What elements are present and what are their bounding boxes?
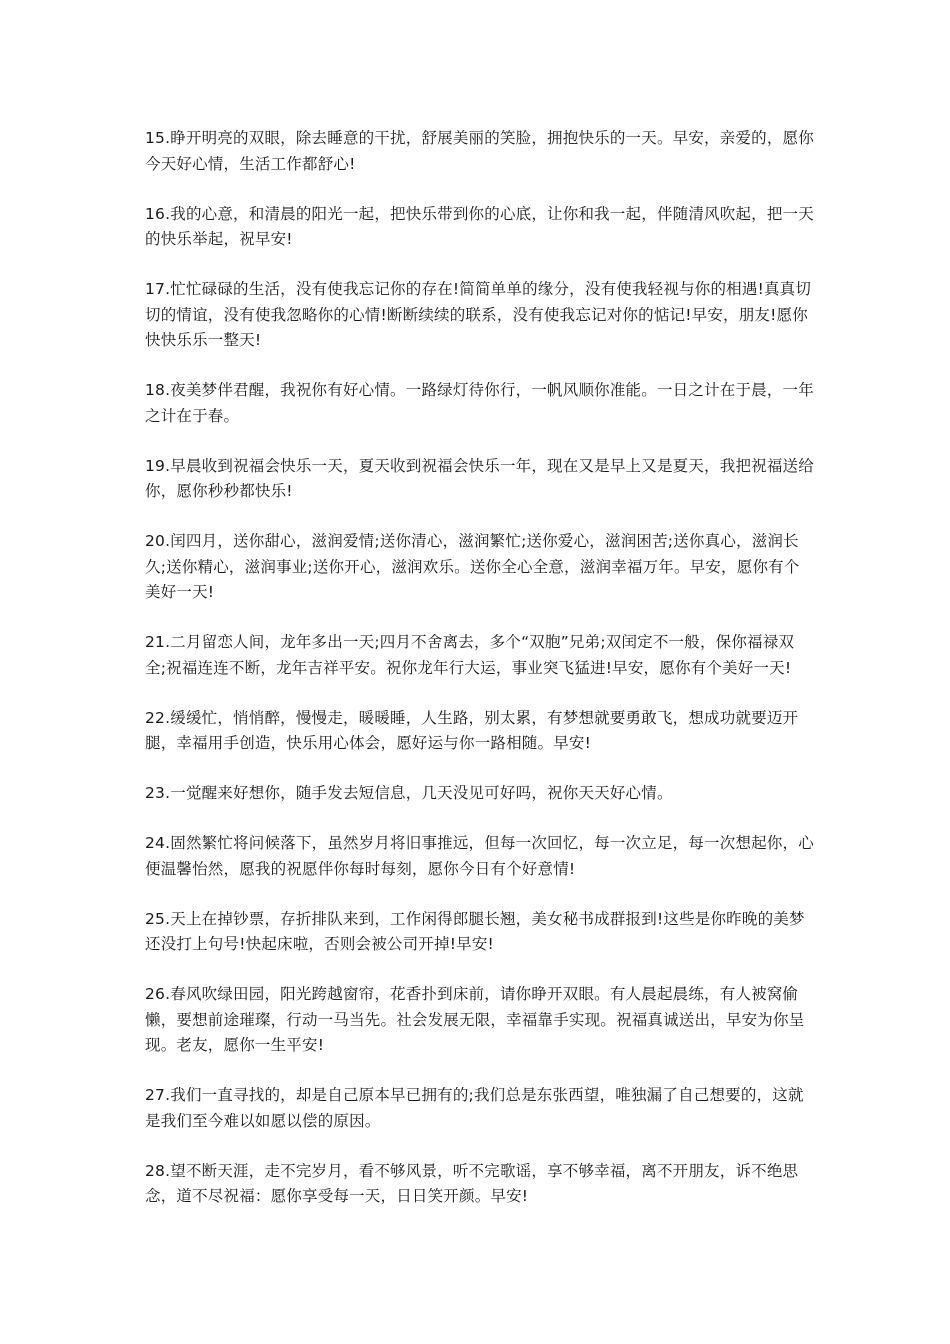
- greeting-entry-16: 16.我的心意，和清晨的阳光一起，把快乐带到你的心底，让你和我一起，伴随清风吹起，把一天的快乐举起，祝早安!: [145, 204, 814, 248]
- greeting-list: [145, 126, 815, 1234]
- greeting-entry-26: 26.春风吹绿田园，阳光跨越窗帘，花香扑到床前，请你睁开双眼。有人晨起晨练，有人被窝偷懒，要想前途璀璨，行动一马当先。社会发展无限，幸福靠手实现。祝福真诚送出，早安为你呈现。老友，愿你一生平安!: [145, 985, 805, 1054]
- greeting-entry-19: 19.早晨收到祝福会快乐一天，夏天收到祝福会快乐一年，现在又是早上又是夏天，我把祝福送给你，愿你秒秒都快乐!: [145, 456, 814, 500]
- greeting-entry-28: 28.望不断天涯，走不完岁月，看不够风景，听不完歌谣，享不够幸福，离不开朋友，诉不绝思念，道不尽祝福：愿你享受每一天，日日笑开颜。早安!: [145, 1161, 799, 1205]
- greeting-entry-15: 15.睁开明亮的双眼，除去睡意的干扰，舒展美丽的笑脸，拥抱快乐的一天。早安，亲爱的，愿你今天好心情，生活工作都舒心!: [145, 129, 814, 173]
- greeting-entry-25: 25.天上在掉钞票，存折排队来到，工作闲得郎腿长翘，美女秘书成群报到!这些是你昨晚的美梦还没打上句号!快起床啦，否则会被公司开掉!早安!: [145, 909, 805, 953]
- greeting-entry-27: 27.我们一直寻找的，却是自己原本早已拥有的;我们总是东张西望，唯独漏了自己想要的，这就是我们至今难以如愿以偿的原因。: [145, 1086, 804, 1130]
- greeting-entry-21: 21.二月留恋人间，龙年多出一天;四月不舍离去，多个“双胞”兄弟;双闰定不一般，保你福禄双全;祝福连连不断，龙年吉祥平安。祝你龙年行大运，事业突飞猛进!早安，愿你有个美好一天!: [145, 633, 795, 677]
- greeting-entry-17: 17.忙忙碌碌的生活，没有使我忘记你的存在!简简单单的缘分，没有使我轻视与你的相遇!真真切切的情谊，没有使我忽略你的心情!断断续续的联系，没有使我忘记对你的惦记!早安，朋友!愿你快快乐乐一整天!: [145, 280, 812, 349]
- greeting-entry-22: 22.缓缓忙，悄悄醉，慢慢走，暖暖睡，人生路，别太累，有梦想就要勇敢飞，想成功就要迈开腿，幸福用手创造，快乐用心体会，愿好运与你一路相随。早安!: [145, 708, 799, 752]
- greeting-entry-18: 18.夜美梦伴君醒，我祝你有好心情。一路绿灯待你行，一帆风顺你准能。一日之计在于晨，一年之计在于春。: [145, 381, 814, 425]
- greeting-entry-24: 24.固然繁忙将问候落下，虽然岁月将旧事推远，但每一次回忆，每一次立足，每一次想起你，心便温馨怡然，愿我的祝愿伴你每时每刻，愿你今日有个好意情!: [145, 834, 814, 878]
- greeting-entry-20: 20.闰四月，送你甜心，滋润爱情;送你清心，滋润繁忙;送你爱心，滋润困苦;送你真心，滋润长久;送你精心，滋润事业;送你开心，滋润欢乐。送你全心全意，滋润幸福万年。早安，愿你有个美好一天!: [145, 532, 800, 601]
- greeting-entry-23: 23.一觉醒来好想你，随手发去短信息，几天没见可好吗，祝你天天好心情。: [145, 784, 673, 802]
